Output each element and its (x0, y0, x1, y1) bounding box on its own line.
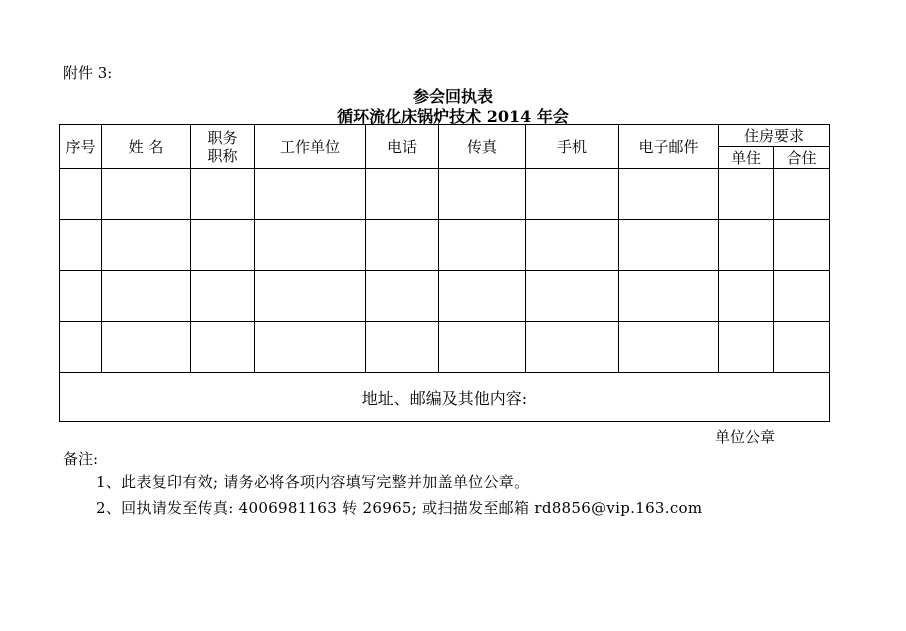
cell-fax[interactable] (439, 271, 526, 322)
address-row (60, 373, 830, 422)
cell-email[interactable] (619, 169, 719, 220)
cell-single[interactable] (719, 271, 774, 322)
header-name: 姓 名 (102, 125, 191, 169)
cell-seq[interactable] (60, 271, 102, 322)
note-item: 1、此表复印有效; 请务必将各项内容填写完整并加盖单位公章。 (96, 473, 530, 491)
table-row (60, 220, 830, 271)
header-position-line2: 职称 (207, 146, 238, 165)
cell-shared[interactable] (774, 271, 830, 322)
header-work-unit: 工作单位 (255, 125, 366, 169)
cell-mobile[interactable] (526, 169, 619, 220)
address-label: 地址、邮编及其他内容: (361, 388, 528, 408)
cell-fax[interactable] (439, 322, 526, 373)
header-seq: 序号 (60, 125, 102, 169)
cell-position[interactable] (191, 322, 255, 373)
cell-phone[interactable] (366, 271, 439, 322)
cell-fax[interactable] (439, 169, 526, 220)
address-cell[interactable] (60, 373, 830, 422)
cell-position[interactable] (191, 220, 255, 271)
cell-name[interactable] (102, 220, 191, 271)
cell-email[interactable] (619, 271, 719, 322)
cell-phone[interactable] (366, 322, 439, 373)
header-housing: 住房要求 (719, 125, 830, 147)
cell-name[interactable] (102, 271, 191, 322)
cell-single[interactable] (719, 169, 774, 220)
header-email: 电子邮件 (619, 125, 719, 169)
cell-seq[interactable] (60, 220, 102, 271)
cell-work-unit[interactable] (255, 220, 366, 271)
header-mobile: 手机 (526, 125, 619, 169)
seal-label: 单位公章 (715, 428, 776, 446)
header-position (191, 125, 255, 169)
cell-position[interactable] (191, 271, 255, 322)
cell-work-unit[interactable] (255, 169, 366, 220)
registration-table (59, 124, 830, 422)
cell-work-unit[interactable] (255, 322, 366, 373)
header-phone: 电话 (366, 125, 439, 169)
form-subtitle: 循环流化床锅炉技术 2014 年会 (337, 107, 569, 126)
cell-mobile[interactable] (526, 220, 619, 271)
cell-work-unit[interactable] (255, 271, 366, 322)
cell-email[interactable] (619, 220, 719, 271)
cell-seq[interactable] (60, 322, 102, 373)
cell-fax[interactable] (439, 220, 526, 271)
header-single: 单住 (719, 147, 774, 169)
attachment-label: 附件 3: (63, 64, 113, 82)
note-item: 2、回执请发至传真: 4006981163 转 26965; 或扫描发至邮箱 rd8856@vip.163.com (96, 499, 703, 517)
cell-mobile[interactable] (526, 322, 619, 373)
table-row (60, 322, 830, 373)
cell-position[interactable] (191, 169, 255, 220)
cell-seq[interactable] (60, 169, 102, 220)
header-row (60, 125, 830, 147)
cell-single[interactable] (719, 220, 774, 271)
table-row (60, 271, 830, 322)
cell-name[interactable] (102, 169, 191, 220)
header-shared: 合住 (774, 147, 830, 169)
cell-shared[interactable] (774, 220, 830, 271)
cell-shared[interactable] (774, 322, 830, 373)
cell-email[interactable] (619, 322, 719, 373)
cell-phone[interactable] (366, 220, 439, 271)
header-fax: 传真 (439, 125, 526, 169)
table-row (60, 169, 830, 220)
cell-phone[interactable] (366, 169, 439, 220)
cell-single[interactable] (719, 322, 774, 373)
form-title: 参会回执表 (412, 87, 493, 106)
header-position-line1: 职务 (207, 128, 238, 147)
cell-shared[interactable] (774, 169, 830, 220)
cell-mobile[interactable] (526, 271, 619, 322)
cell-name[interactable] (102, 322, 191, 373)
notes-title: 备注: (63, 450, 99, 468)
